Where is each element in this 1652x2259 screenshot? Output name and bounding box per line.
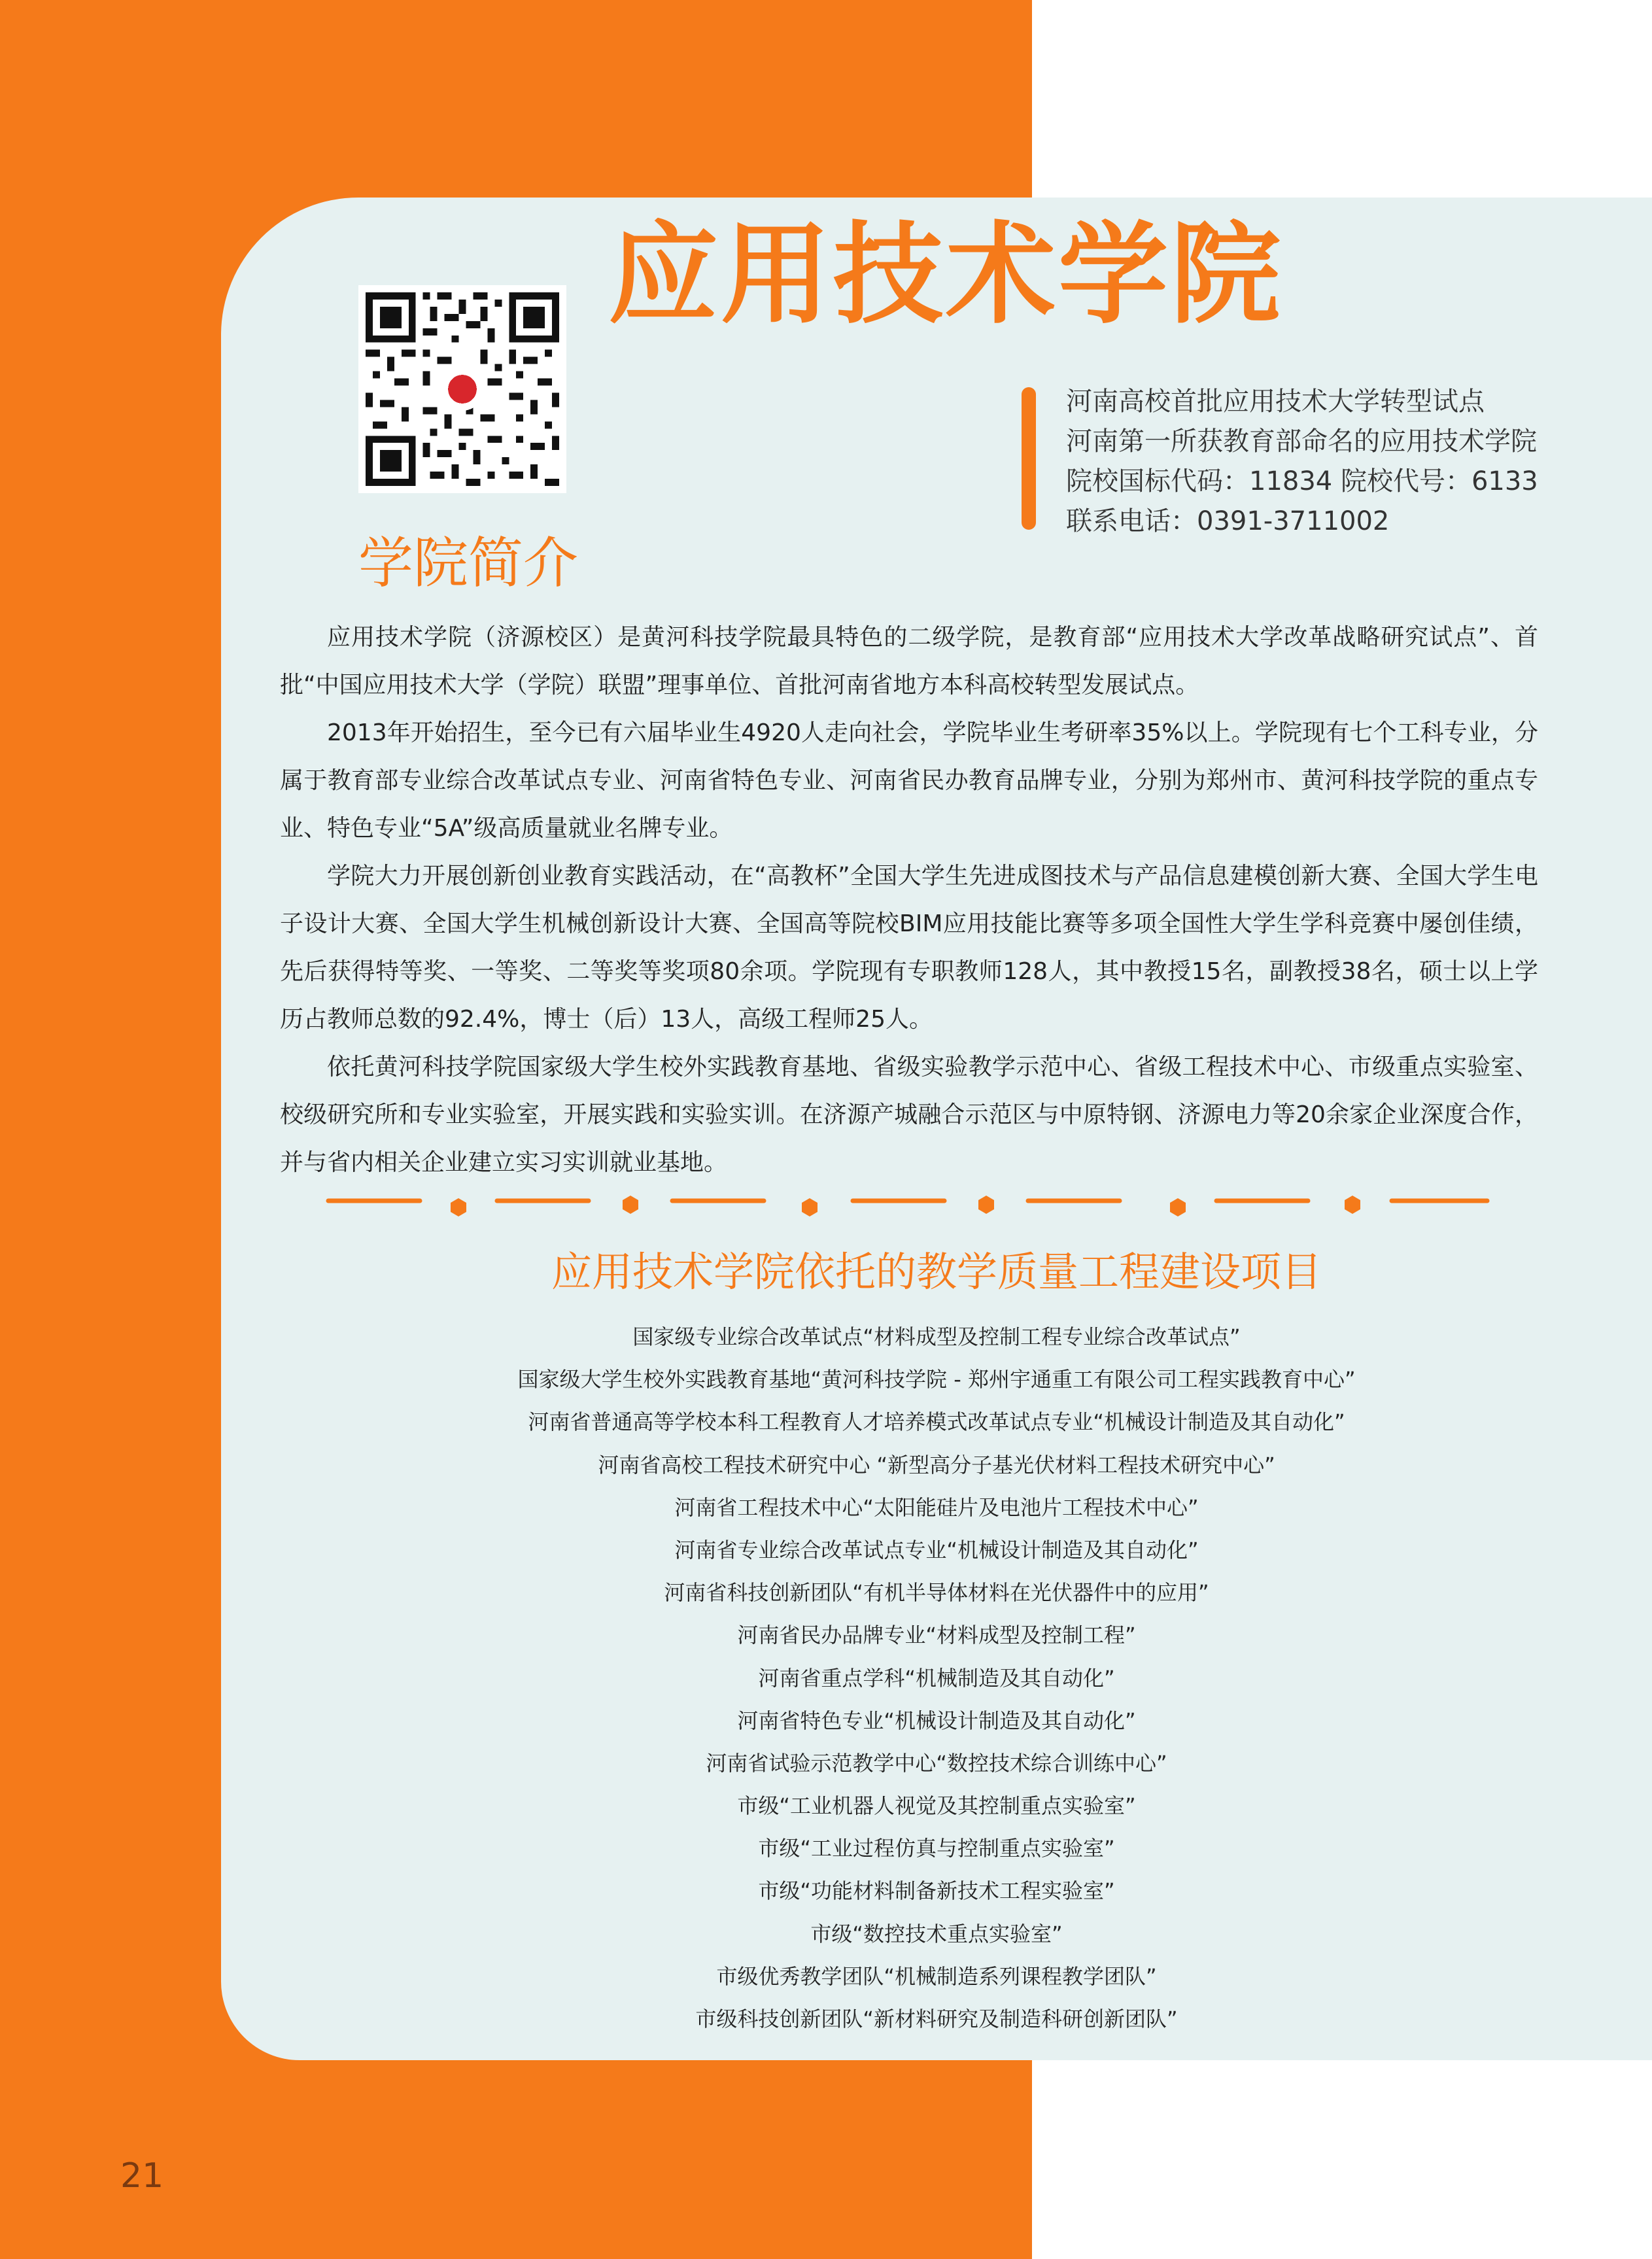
- list-item: 河南省科技创新团队“有机半导体材料在光伏器件中的应用”: [664, 1580, 1209, 1606]
- info-line: 河南高校首批应用技术大学转型试点: [1066, 387, 1485, 417]
- list-item: 市级“工业机器人视觉及其控制重点实验室”: [737, 1793, 1136, 1819]
- intro-body: [280, 613, 1538, 1186]
- list-item: 市级“数控技术重点实验室”: [810, 1921, 1063, 1946]
- list-item: 河南省普通高等学校本科工程教育人才培养模式改革试点专业“机械设计制造及其自动化”: [528, 1409, 1345, 1435]
- page-number: 21: [120, 2156, 164, 2196]
- list-item: 国家级专业综合改革试点“材料成型及控制工程专业综合改革试点”: [632, 1324, 1241, 1349]
- school-info: [1066, 382, 1642, 542]
- list-item: 河南省高校工程技术研究中心 “新型高分子基光伏材料工程技术研究中心”: [598, 1452, 1275, 1477]
- info-accent-bar: [1022, 387, 1036, 530]
- list-item: 市级优秀教学团队“机械制造系列课程教学团队”: [716, 1963, 1157, 1989]
- decorative-divider: [326, 1189, 1490, 1218]
- intro-paragraph: 依托黄河科技学院国家级大学生校外实践教育基地、省级实验教学示范中心、省级工程技术中心、市级重点实验室、校级研究所和专业实验室，开展实践和实验实训。在济源产城融合示范区与中原特钢、济源电力等20余家企业深度合作，并与省内相关企业建立实习实训就业基地。: [280, 1054, 1538, 1176]
- list-item: 市级“功能材料制备新技术工程实验室”: [758, 1878, 1115, 1904]
- info-line: 河南第一所获教育部命名的应用技术学院: [1066, 426, 1537, 457]
- list-item: 河南省特色专业“机械设计制造及其自动化”: [737, 1708, 1136, 1733]
- info-line: 联系电话：0391-3711002: [1066, 506, 1390, 536]
- intro-paragraph: 应用技术学院（济源校区）是黄河科技学院最具特色的二级学院，是教育部“应用技术大学改革战略研究试点”、首批“中国应用技术大学（学院）联盟”理事单位、首批河南省地方本科高校转型发展试点。: [280, 624, 1538, 698]
- projects-list: [221, 1316, 1652, 2041]
- list-item: 河南省试验示范教学中心“数控技术综合训练中心”: [706, 1750, 1167, 1776]
- projects-heading: 应用技术学院依托的教学质量工程建设项目: [551, 1248, 1322, 1296]
- intro-paragraph: 学院大力开展创新创业教育实践活动，在“高教杯”全国大学生先进成图技术与产品信息建模创新大赛、全国大学生电子设计大赛、全国大学生机械创新设计大赛、全国高等院校BIM应用技能比赛等多项全国性大学生学科竞赛中屡创佳绩，先后获得特等奖、一等奖、二等奖等奖项80余项。学院现有专职教师128人，其中教授15名，副教授38名，硕士以上学历占教师总数的92.4%，博士（后）13人，高级工程师25人。: [280, 863, 1538, 1033]
- qr-code-icon: [358, 285, 566, 493]
- list-item: 市级科技创新团队“新材料研究及制造科研创新团队”: [695, 2007, 1178, 2031]
- list-item: 河南省专业综合改革试点专业“机械设计制造及其自动化”: [674, 1537, 1199, 1562]
- intro-heading: 学院简介: [358, 531, 579, 595]
- list-item: 河南省民办品牌专业“材料成型及控制工程”: [737, 1623, 1136, 1648]
- list-item: 河南省工程技术中心“太阳能硅片及电池片工程技术中心”: [674, 1494, 1199, 1520]
- list-item: 国家级大学生校外实践教育基地“黄河科技学院 - 郑州宇通重工有限公司工程实践教育中心”: [517, 1367, 1356, 1392]
- page-title: 应用技术学院: [608, 211, 1283, 339]
- info-line: 院校国标代码：11834 院校代号：6133: [1066, 466, 1538, 496]
- intro-paragraph: 2013年开始招生，至今已有六届毕业生4920人走向社会，学院毕业生考研率35%以上。学院现有七个工科专业，分属于教育部专业综合改革试点专业、河南省特色专业、河南省民办教育品牌专业，分别为郑州市、黄河科技学院的重点专业、特色专业“5A”级高质量就业名牌专业。: [280, 719, 1538, 842]
- list-item: 河南省重点学科“机械制造及其自动化”: [758, 1665, 1115, 1691]
- list-item: 市级“工业过程仿真与控制重点实验室”: [758, 1836, 1115, 1861]
